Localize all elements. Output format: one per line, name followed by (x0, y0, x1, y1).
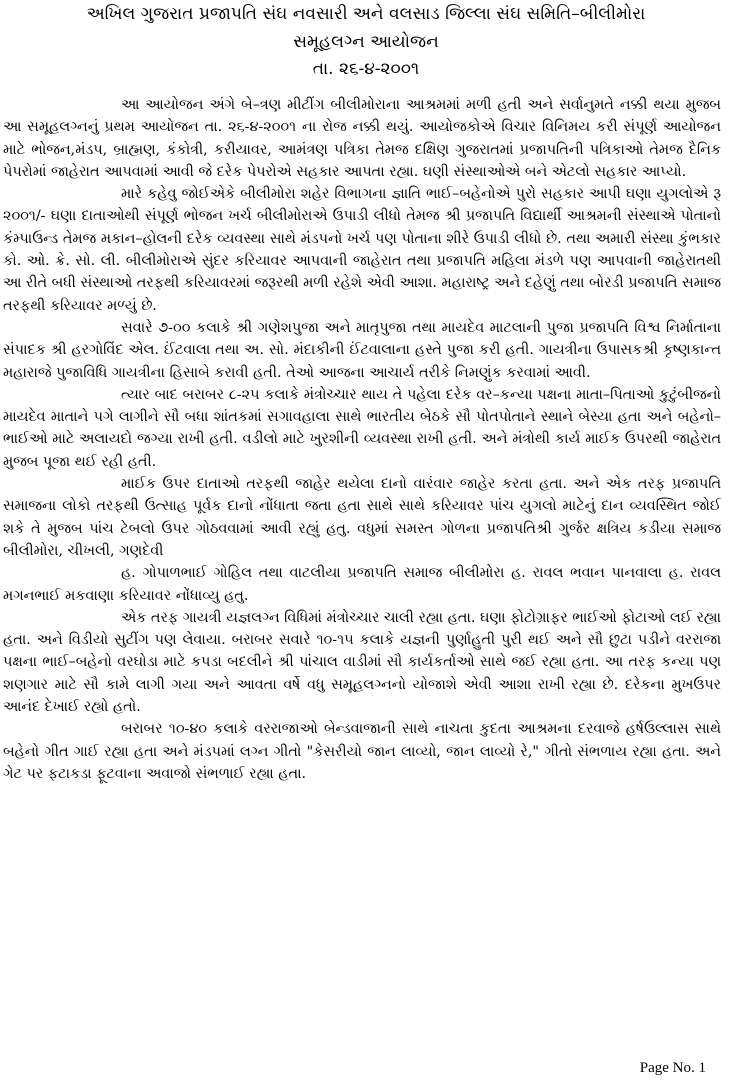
paragraph-1: આ આયોજન અંગે બે–ત્રણ મીટીંગ બીલીમોરાના આશ્રમમાં મળી હતી અને સર્વાનુમતે નક્કી થયા મુજબ આ સમૂહલગ્નનું પ્રથમ આયોજન તા. ૨૬-૪-૨૦૦૧ ના રોજ નક્કી થયું. આયોજકોએ વિચાર વિનિમય કરી સંપૂર્ણ આયોજન માટે ભોજન,મંડપ, બ્રાહ્મણ, કંકોત્રી, કરીયાવર, આમંત્રણ પત્રિકા તેમજ દક્ષિણ ગુજરાતમાં પ્રજાપતિની પત્રિકાઓ તેમજ દૈનિક પેપરોમાં જાહેરાત આપવામાં આવી જે દરેક પેપરોએ સહકાર આપતા રહ્યા. ઘણી સંસ્થાઓએ બને એટલો સહકાર આપ્યો. (3, 97, 721, 180)
document-body (3, 94, 721, 785)
paragraph-3: સવારે ૭-૦૦ કલાકે શ્રી ગણેશપુજા અને માતૃપુજા તથા માયદેવ માટલાની પુજા પ્રજાપતિ વિશ્વ નિર્માતાના સંપાદક શ્રી હરગોવિંદ એલ. ઈંટવાલા તથા અ. સો. મંદાકીની ઈંટવાલાના હસ્તે પુજા કરી હતી. ગાયત્રીના ઉપાસકશ્રી કૃષ્ણકાન્ત મહારાજે પુજાવિધિ ગાયત્રીના હિસાબે કરાવી હતી. તેઓ આજના આચાર્ય તરીકે નિમણુંક કરવામાં આવી. (3, 319, 721, 381)
paragraph-6: હ. ગોપાળભાઈ ગોહિલ તથા વાટલીયા પ્રજાપતિ સમાજ બીલીમોરા હ. રાવલ ભવાન પાનવાલા હ. રાવલ મગનભાઈ મકવાણા કરિયાવર નોંધાવ્યુ હતુ. (3, 565, 721, 604)
paragraph-8: બરાબર ૧૦-૪૦ કલાકે વરરાજાઓ બેન્ડવાજાની સાથે નાચતા કુદતા આશ્રમના દરવાજે હર્ષઉલ્લાસ સાથે બહેનો ગીત ગાઈ રહ્યા હતા અને મંડપમાં લગ્ન ગીતો "કેસરીયો જાન લાવ્યો, જાન લાવ્યો રે," ગીતો સંભળાય રહ્યા હતા. અને ગેટ પર ફટાકડા ફૂટવાના અવાજો સંભળાઈ રહ્યા હતા. (3, 721, 721, 782)
paragraph-7: એક તરફ ગાયત્રી યજ્ઞલગ્ન વિધિમાં મંત્રોચ્ચાર ચાલી રહ્યા હતા. ઘણા ફોટોગ્રાફર ભાઈઓ ફોટાઓ લઈ રહ્યા હતા. અને વિડીયો સુટીંગ પણ લેવાયા. બરાબર સવારે ૧૦-૧૫ કલાકે યજ્ઞની પુર્ણાહુતી પુરી થઈ અને સૌ છુટા પડીને વરરાજા પક્ષના ભાઈ–બહેનો વરઘોડા માટે કપડા બદલીને શ્રી પાંચાલ વાડીમાં સૌ કાર્યકર્તાઓ સાથે જઈ રહ્યા હતા. આ તરફ કન્યા પણ શણગાર માટે સૌ કામે લાગી ગયા અને આવતા વર્ષે વધુ સમૂહલગ્નનો યોજાશે એવી આશા રાખી રહ્યા છે. દરેકના મુખઉપર આનંદ દેખાઈ રહ્યો હતો. (3, 609, 721, 716)
page-number: Page No. 1 (639, 1060, 706, 1076)
paragraph-2: મારે કહેવુ જોઈએકે બીલીમોરા શહેર વિભાગના જ્ઞાતિ ભાઈ–બહેનોએ પુરો સહકાર આપી ઘણા યુગલોએ રૂ ૨૦૦૧/- ઘણા દાતાઓથી સંપૂર્ણ ભોજન ખર્ચ બીલીમોરાએ ઉપાડી લીધો તેમજ શ્રી પ્રજાપતિ વિદ્યાર્થી આશ્રમની સંસ્થાએ પોતાનો કંમ્પાઉન્ડ તેમજ મકાન–હોલની દરેક વ્યવસ્થા સાથે મંડપનો ખર્ચ પણ પોતાના શીરે ઉપાડી લીધો છે. તથા અમારી સંસ્થા કુંભકાર કો. ઓ. ક્રે. સો. લી. બીલીમોરાએ સુંદર કરિયાવર આપવાની જાહેરાત તથા પ્રજાપતિ મહિલા મંડળે પણ આપવાની જાહેરાતથી આ રીતે બધી સંસ્થાઓ તરફથી કરિયાવરમાં જરૂરથી મળી રહેશે એવી આશા. મહારાષ્ટ્ર અને દહેણું તથા બોરડી પ્રજાપતિ સમાજ તરફથી કરિયાવર મળ્યું છે. (3, 186, 721, 314)
document-subtitle: સમૂહલગ્ન આયોજન (293, 32, 439, 52)
document-date: તા. ૨૬-૪-૨૦૦૧ (312, 59, 420, 79)
paragraph-4: ત્યાર બાદ બરાબર ૮-૨૫ કલાકે મંત્રોચ્ચાર થાય તે પહેલા દરેક વર–કન્યા પક્ષના માતા–પિતાઓ કુટુંબીજનો માયદેવ માતાને પગે લાગીને સૌ બધા શાંતકમાં સગાવહાલા સાથે ભારતીય બેઠકે સૌ પોતપોતાને સ્થાને બેસ્યા હતા અને બહેનો–ભાઈઓ માટે અલાયદો જગ્યા રાખી હતી. વડીલો માટે ખુરશીની વ્યવસ્થા રાખી હતી. અને મંત્રોથી કાર્ય માઈક ઉપરથી જાહેરાત મુજબ પૂજા થઈ રહી હતી. (3, 386, 721, 470)
paragraph-5: માઈક ઉપર દાતાઓ તરફથી જાહેર થયેલા દાનો વારંવાર જાહેર કરતા હતા. અને એક તરફ પ્રજાપતિ સમાજના લોકો તરફથી ઉત્સાહ પૂર્વક દાનો નોંધાતા જતા હતા સાથે સાથે કરિયાવર પાંચ યુગલો માટેનું દાન વ્યવસ્થિત જોઈ શકે તે મુજબ પાંચ ટેબલો ઉપર ગોઠવવામાં આવી રહ્યું હતુ. વધુમાં સમસ્ત ગોળના પ્રજાપતિશ્રી ગુર્જર ક્ષત્રિય કડીયા સમાજ બીલીમોરા, ચીખલી, ગણદેવી (3, 476, 721, 559)
document-title: અખિલ ગુજરાત પ્રજાપતિ સંઘ નવસારી અને વલસાડ જિલ્લા સંઘ સમિતિ–બીલીમોરા (86, 4, 646, 24)
